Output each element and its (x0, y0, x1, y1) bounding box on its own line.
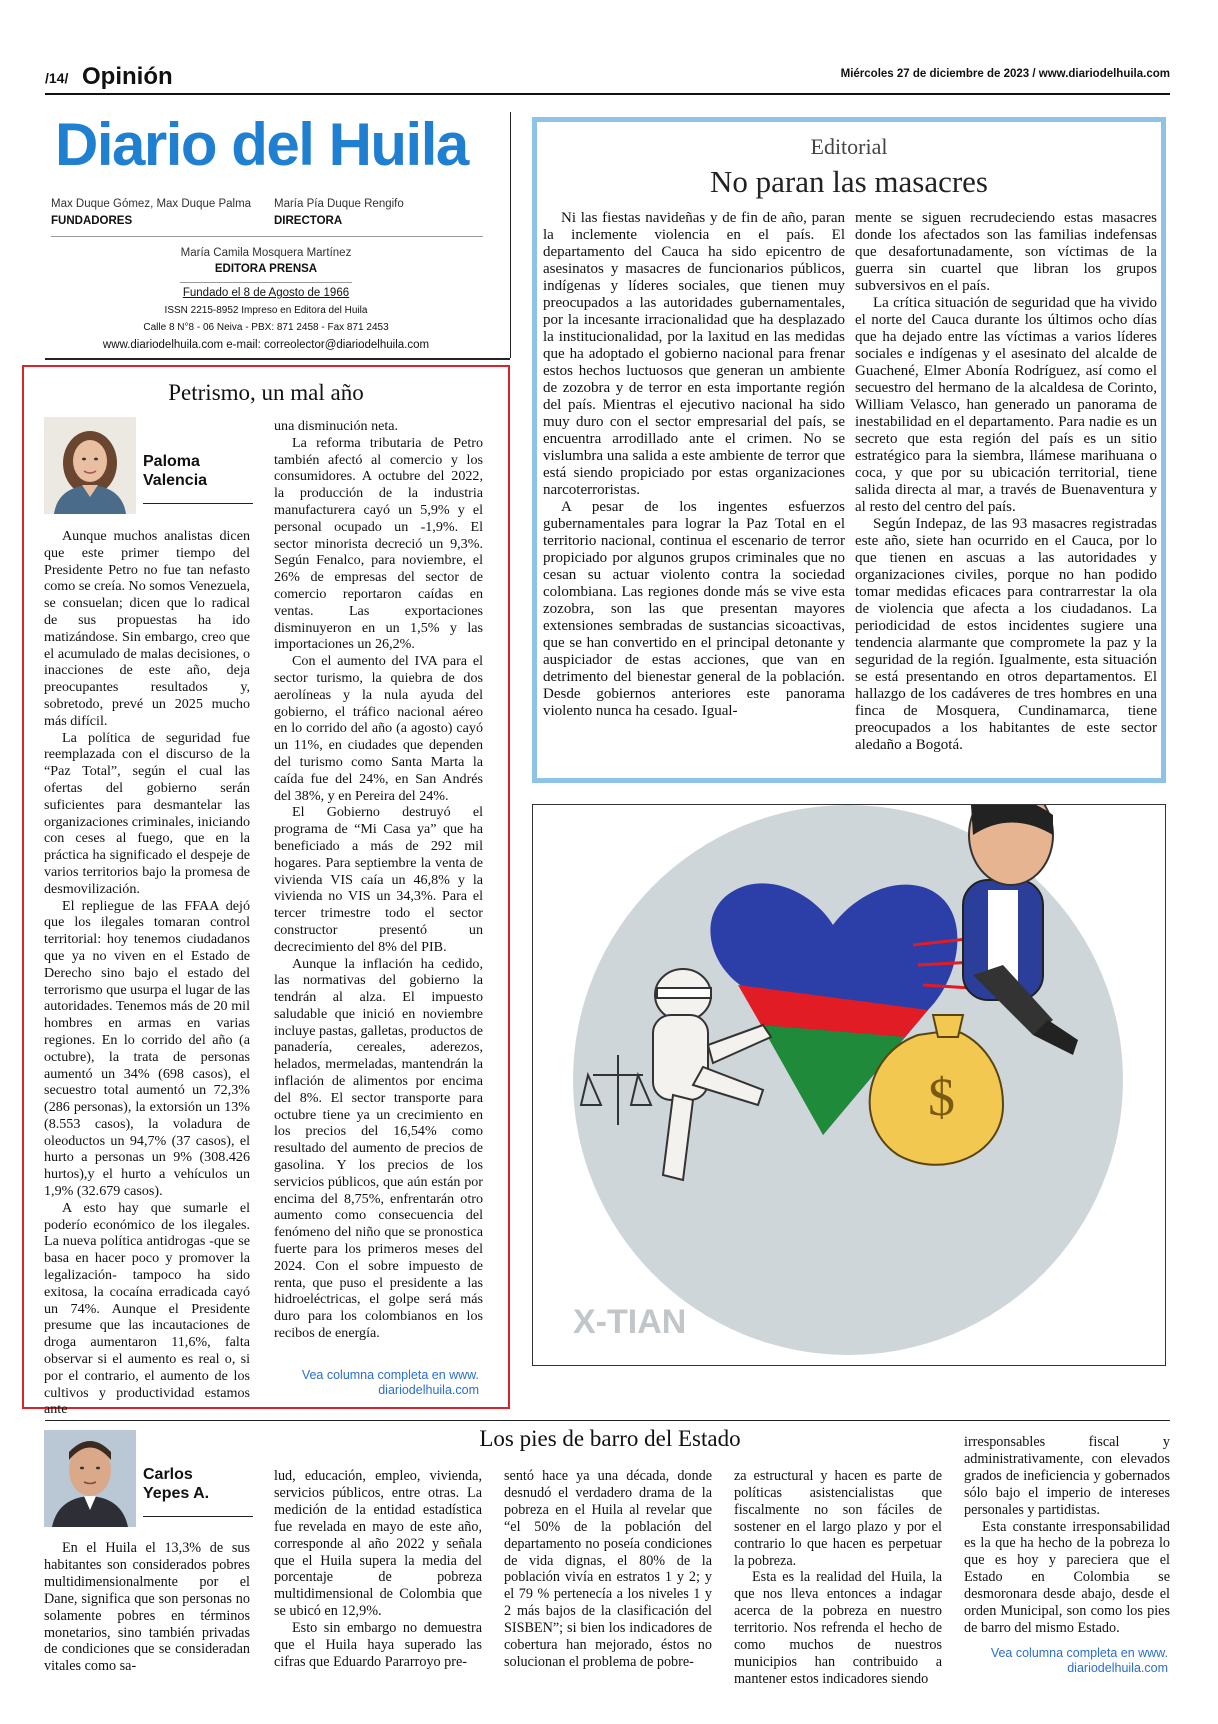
column-paragraph: El Gobierno destruyó el programa de “Mi Casa ya” que ha beneficiado a más de 292 mil hogares. Para septiembre la venta de vivienda VIS caía un 46,8% y la vivienda no VIS un 34,3%. Para el tercer trimestre todo el sector constructor presentó un decrecimiento del 8% del PIB. (274, 804, 483, 955)
column-paragraph: irresponsables fiscal y administrativamente, con elevados grados de ineficiencia y gobernados sólo bajo el imperio de intereses personales y partidistas. (964, 1434, 1170, 1518)
column-paragraph: A esto hay que sumarle el poderío económico de los ilegales. La nueva política antidrogas -que se basa en hacer poco y promover la legalización- tampoco ha sido exitosa, la cocaína erradicada cayó un 74%. Aunque el Presidente presume que las incautaciones de droga aumentaron 11,6%, falta observar si el aumento es real o, si por el contrario, el aumento de los cultivos y productividad estamos ante (44, 1199, 250, 1418)
header-rule (45, 93, 1170, 95)
editorial-paragraph: Ni las fiestas navideñas y de fin de año, paran la inclemente violencia en el país. El departamento del Cauca ha sido epicentro de asesinatos y masacres de funcionarios públicos, indígenas y líderes sociales, que tienen muy preocupados a las autoridades gubernamentales, por la incesante irracionalidad que ha desplazado la institucionalidad, por la laxitud en las medidas que ha adoptado el gobierno nacional para frenar estos hechos luctuosos que generan un ambiente de zozobra y de terror en esta importante región del país. Mientras el ejecutivo nacional ha sido muy duro con el sector empresarial del país, se encuentra arrodillado ante el crimen. No se vislumbra una salida a este ambiente de terror que está siendo propiciado por estas organizaciones narcoterroristas. (543, 210, 845, 498)
director-name: María Pía Duque Rengifo (274, 198, 404, 210)
column-paragraph: Esto sin embargo no demuestra que el Huila haya superado las cifras que Eduardo Pararroyo pre- (274, 1620, 482, 1670)
section-title: Opinión (82, 63, 173, 90)
column-title: Petrismo, un mal año (168, 380, 364, 405)
column2-link[interactable] (964, 1646, 1168, 1676)
column2-col-3 (504, 1468, 712, 1671)
author-last-name: Valencia (143, 472, 208, 489)
editorial-col-1 (543, 210, 845, 720)
founders-names: Max Duque Gómez, Max Duque Palma (51, 198, 252, 210)
column-paragraph: Aunque muchos analistas dicen que este primer tiempo del Presidente Petro no fue tan nefasto como se creía. No somos Venezuela, se consuelan; dicen que lo radical de sus propuestas ha ido matizándose. Sin embargo, creo que el acumulado de malas decisiones, o inacciones de este año, deja preocupantes resultados y, sobretodo, prevé un 2025 mucho más difícil. (44, 528, 250, 729)
author-photo (44, 417, 136, 514)
column2-col-2 (274, 1468, 482, 1671)
masthead-divider (510, 112, 511, 358)
column-link-line-2[interactable]: diariodelhuila.com (1067, 1661, 1168, 1675)
column1-col-1 (44, 528, 250, 1418)
column2-col-4 (734, 1468, 942, 1688)
column-paragraph: una disminución neta. (274, 418, 399, 434)
column-link-line-1[interactable]: Vea columna completa en www. (990, 1646, 1168, 1660)
column-paragraph: sentó hace ya una década, donde desnudó el verdadero drama de la pobreza en el Huila al revelar que “el 50% de la población del departamento no poseía condiciones de vida dignas, el 80% de la población vivía en estratos 1 y 2; y el 79 % pertenecía a los niveles 1 y 2 más bajos de la clasificación del SISBEN”; si bien los indicadores de cobertura han mejorado, éstos no solucionan el problema de pobre- (504, 1468, 712, 1670)
portrait-man-icon (44, 1430, 136, 1527)
newspaper-logo: Diario del Huila (55, 111, 468, 178)
author-first-name: Carlos (143, 1466, 193, 1483)
contact: www.diariodelhuila.com e-mail: correolector@diariodelhuila.com (102, 339, 430, 351)
cartoon-frame (532, 804, 1166, 1366)
column1-col-2 (274, 418, 483, 1342)
column-link-line-2[interactable]: diariodelhuila.com (378, 1383, 479, 1397)
column2-col-5 (964, 1434, 1170, 1637)
address: Calle 8 N°8 - 06 Neiva - PBX: 871 2458 - Fax 871 2453 (143, 322, 389, 333)
column2-col-1 (44, 1540, 250, 1675)
column1-link[interactable] (274, 1368, 479, 1398)
editorial-paragraph: Según Indepaz, de las 93 masacres registradas este año, siete han ocurrido en el Cauca, por lo que tienen en ascuas a las autoridades y organizaciones civiles, porque no han podido tomar medidas eficaces para contrarrestar la ola de violencia que afecta a los ciudadanos. La periodicidad de estos incidentes sugiere una tendencia alarmante que compromete la paz y la seguridad de la región. Igualmente, esta situación se está presentando en otros departamentos. El hallazgo de los cadáveres de tres hombres en una finca de Mosquera, Cundinamarca, tiene preocupados a los habitantes de este sector aledaño a Bogotá. (855, 516, 1157, 753)
column-paragraph: Esta es la realidad del Huila, la que nos lleva entonces a indagar acerca de la pobreza en nuestro territorio. Nos refrenda el hecho de como muchos de nuestros municipios han contribuido a mantener estos indicadores siendo (734, 1569, 942, 1687)
editorial-paragraph: La crítica situación de seguridad que ha vivido el norte del Cauca durante los últimos ocho días que ha dejado entre las víctimas a varios líderes sociales e indígenas y el asesinato del alcalde de Guachené, Elmer Abonía Rodríguez, así como el secuestro del hermano de la alcaldesa de Corinto, William Velasco, han generado un panorama de inestabilidad en el departamento. Para nadie es un secreto que esta región del país es un sitio estratégico para la siembra, llámese marihuana o coca, y que por su ubicación territorial, tiene salida directa al mar, a través de Buenaventura y al resto del centro del país. (855, 295, 1157, 515)
byline-rule (143, 1516, 253, 1517)
editorial-title: No paran las masacres (709, 164, 989, 199)
column-paragraph: Aunque la inflación ha cedido, las normativas del gobierno la tendrán al alza. El impuesto saludable que inició en noviembre incluye pastas, galletas, productos de panadería, cereales, aderezos, helados, mermeladas, mantendrán la inflación de alimentos por encima del 8%. El sector transporte para octubre tiene ya un crecimiento en los precios del 16,54% como resultado del aumento de precios de gasolina. Y los precios de los servicios públicos, que aún están por encima del 8,75%, enfrentarán otro aumento como consecuencia del fenómeno del niño que se pronostica fuerte para los primeros meses del 2024. Con el sobre impuesto de renta, que puso el presidente a las hidroeléctricas, el golpe será más duro para los colombianos en los recibos de energía. (274, 955, 483, 1342)
column-paragraph: Con el aumento del IVA para el sector turismo, la quiebra de dos aerolíneas y la nula ayuda del gobierno, el tráfico nacional aéreo en lo corrido del año (a agosto) cayó un 11%, en ciudades que dependen del turismo como Santa Marta la caída fue del 24%, en San Andrés del 38%, y en Pereira del 24%. (274, 653, 483, 804)
svg-text:$: $ (928, 1067, 955, 1127)
editorial-paragraph: mente se siguen recrudeciendo estas masacres donde los afectados son las familias indefensas que desafortunadamente, son víctimas de la guerra sin cuartel que libran los grupos subversivos en el país. (855, 210, 1157, 294)
masthead-rule-1 (51, 236, 483, 237)
editorial-kicker: Editorial (810, 134, 888, 159)
masthead-bottom-rule (45, 358, 510, 360)
issn: ISSN 2215-8952 Impreso en Editora del Huila (164, 305, 368, 316)
lower-section-rule (45, 1420, 1170, 1421)
cartoon-illustration (533, 805, 1164, 1364)
editor-label: EDITORA PRENSA (214, 263, 318, 275)
portrait-woman-icon (44, 417, 136, 514)
date-site: Miércoles 27 de diciembre de 2023 / www.diariodelhuila.com (840, 68, 1170, 80)
author-first-name: Paloma (143, 453, 200, 470)
column-link-line-1[interactable]: Vea columna completa en www. (301, 1368, 479, 1382)
editor-name: María Camila Mosquera Martínez (180, 247, 352, 259)
founded-date: Fundado el 8 de Agosto de 1966 (182, 287, 350, 299)
founders-label: FUNDADORES (51, 215, 133, 227)
column-paragraph: El repliegue de las FFAA dejó que los ilegales tomaran control territorial: hoy tenemos ciudadanos que ya no viven en el Estado de Derecho sino bajo el estado del terrorismo que usurpa el lugar de las autoridades. Tenemos más de 20 mil hombres en armas en varias regiones. En lo corrido del año (a octubre), la trata de personas aumentó un 34% (698 casos), el secuestro total aumentó un 72,3% (286 personas), la extorsión un 13% (8.553 casos), la voladura de oleoductos un 94,7% (37 casos), el hurto a personas un 9% (308.426 hurtos),y el hurto a vehículos un 1,9% (32.679 casos). (44, 897, 250, 1200)
masthead-rule-2 (180, 282, 352, 283)
author-last-name: Yepes A. (143, 1485, 210, 1502)
column-title: Los pies de barro del Estado (479, 1426, 741, 1451)
column-paragraph: La política de seguridad fue reemplazada con el discurso de la “Paz Total”, según el cual las ofertas del gobierno serán suficientes para desmantelar las organizaciones criminales, iniciando con ceses al fuego, que en la práctica ha significado el despeje de varios territorios bajo la promesa de desmovilización. (44, 729, 250, 897)
editorial-col-2 (855, 210, 1157, 754)
page-number: /14/ (45, 70, 69, 86)
column-paragraph: Esta constante irresponsabilidad es la que ha hecho de la pobreza lo que es hoy y pareciera que el Estado en Colombia se desmoronara desde abajo, desde el orden Municipal, son como los pies de barro del mismo Estado. (964, 1518, 1170, 1636)
column-paragraph: za estructural y hacen es parte de políticas asistencialistas que fiscalmente no son fáciles de sostener en el largo plazo y por el contrario lo que hacen es perpetuar la pobreza. (734, 1468, 942, 1569)
byline-rule (143, 503, 253, 504)
director-label: DIRECTORA (274, 215, 343, 227)
editorial-paragraph: A pesar de los ingentes esfuerzos gubernamentales para lograr la Paz Total en el territorio nacional, continua el escenario de terror propiciado por algunos grupos criminales que no cesan su actuar violento contra la sociedad colombiana. Las regiones donde más se vive esta zozobra, son las que presentan mayores extensiones sembradas de sustancias sicoactivas, que se han convertido en el principal detonante y auspiciador de estas acciones, que van en detrimento del bienestar general de la población. Desde gobiernos anteriores este panorama violento nunca ha cesado. Igual- (543, 499, 845, 719)
cartoonist-signature: X-TIAN (573, 1303, 687, 1341)
author-photo (44, 1430, 136, 1527)
column-paragraph: La reforma tributaria de Petro también afectó al comercio y los consumidores. A octubre del 2022, la producción de la industria manufacturera cayó un 5,9% y el personal ocupado un -1,9%. El sector minorista decreció un 9,3%. Según Fenalco, para noviembre, el 26% de empresas del sector de comercio reportaron caídas en ventas. Las exportaciones disminuyeron en un 1,5% y las importaciones un 26,2%. (274, 434, 483, 653)
column-paragraph: lud, educación, empleo, vivienda, servicios públicos, entre otras. La medición de la entidad estadística fue revelada en mayo de este año, corresponde al año 2022 y señala que el Huila supera la media del porcentaje de pobreza multidimensional de Colombia que se ubicó en 12,9%. (274, 1468, 482, 1620)
column-paragraph: En el Huila el 13,3% de sus habitantes son considerados pobres multidimensionalmente por el Dane, significa que son personas no solamente pobres en términos monetarios, sino también privadas de condiciones que se consideradan vitales como sa- (44, 1540, 250, 1675)
